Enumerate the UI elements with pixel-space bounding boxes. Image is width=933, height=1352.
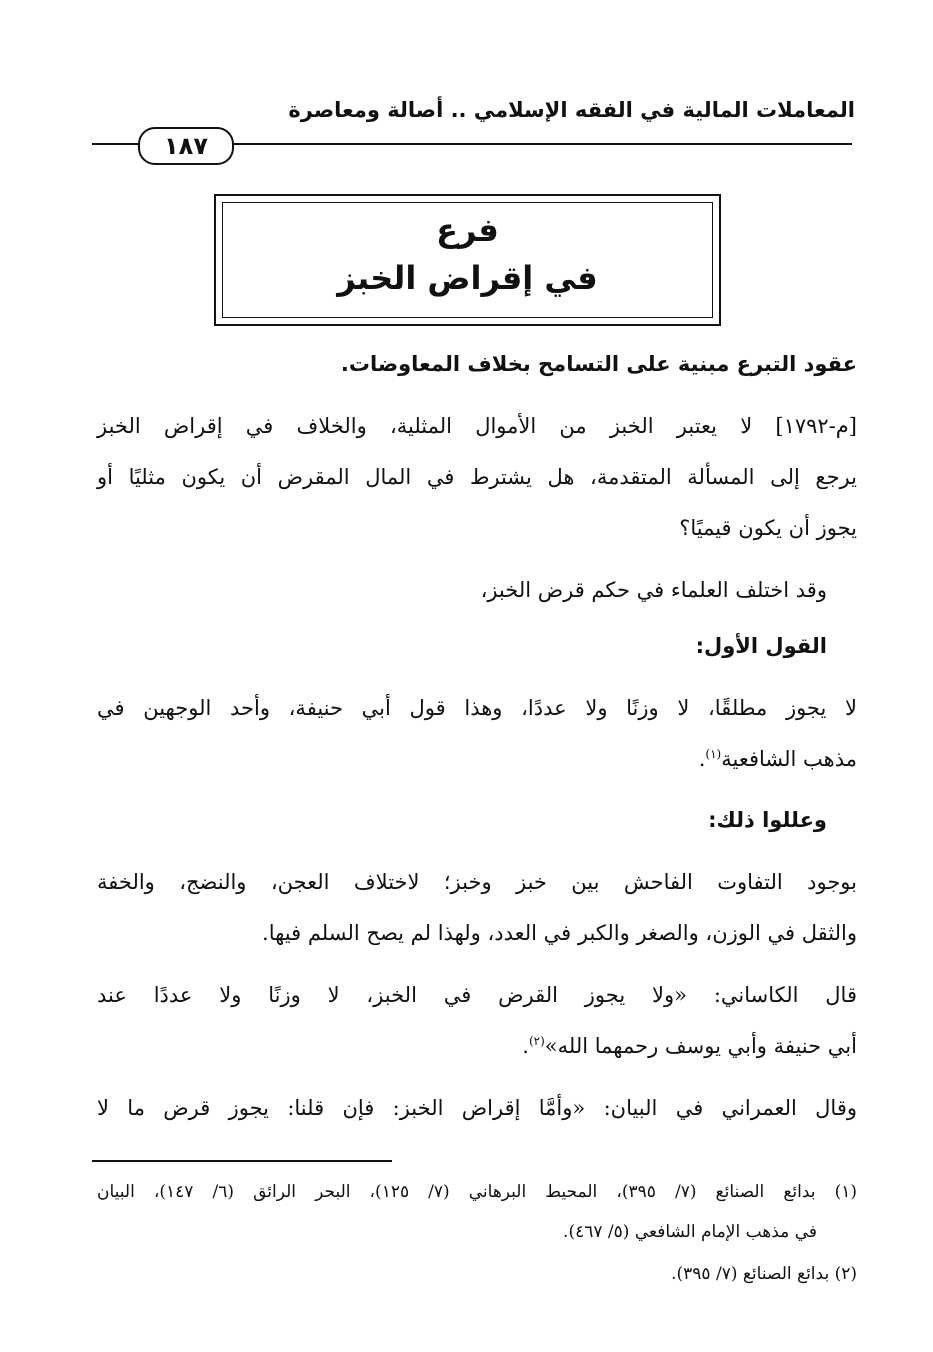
para3-end: . <box>698 747 706 771</box>
heading-first-opinion: القول الأول: <box>695 634 827 658</box>
para5-line1: قال الكاساني: «ولا يجوز القرض في الخبز، لا وزنًا ولا عددًا عند <box>97 983 857 1007</box>
para3-line2: مذهب الشافعية <box>721 747 857 771</box>
para3-line2-wrap <box>97 747 857 771</box>
para5-line2: أبي حنيفة وأبي يوسف رحمهما الله» <box>544 1034 857 1058</box>
para4-line1: بوجود التفاوت الفاحش بين خبز وخبز؛ لاختلاف العجن، والنضج، والخفة <box>97 870 857 894</box>
footnote-rule <box>92 1160 392 1162</box>
footnote-ref-2: (٢) <box>528 1034 545 1048</box>
para4-line2: والثقل في الوزن، والصغر والكبر في العدد، ولهذا لم يصح السلم فيها. <box>262 921 857 945</box>
para1-line1: [م-١٧٩٢] لا يعتبر الخبز من الأموال المثلية، والخلاف في إقراض الخبز <box>97 414 857 438</box>
para3-line1: لا يجوز مطلقًا، لا وزنًا ولا عددًا، وهذا قول أبي حنيفة، وأحد الوجهين في <box>97 696 857 720</box>
footnote-ref-1: (١) <box>705 747 722 761</box>
heading-reasoning: وعللوا ذلك: <box>708 808 827 832</box>
section-title-line2: في إقراض الخبز <box>337 259 598 297</box>
para5-end: . <box>522 1034 529 1058</box>
para5-line2-wrap <box>97 1034 857 1058</box>
footnote-1-line2: في مذهب الإمام الشافعي (٥/ ٤٦٧). <box>563 1222 817 1242</box>
para6-line1: وقال العمراني في البيان: «وأمَّا إقراض الخبز: فإن قلنا: يجوز قرض ما لا <box>97 1096 857 1120</box>
para1-line2: يرجع إلى المسألة المتقدمة، هل يشترط في المال المقرض أن يكون مثليًا أو <box>97 465 857 489</box>
running-title: المعاملات المالية في الفقه الإسلامي .. أصالة ومعاصرة <box>288 98 855 122</box>
footnote-1-line1: (١) بدائع الصنائع (٧/ ٣٩٥)، المحيط البرهاني (٧/ ١٢٥)، البحر الرائق (٦/ ١٤٧)، البيان <box>97 1182 857 1202</box>
intro-sentence: عقود التبرع مبنية على التسامح بخلاف المعاوضات. <box>340 352 857 376</box>
section-title-inner-frame <box>222 202 713 318</box>
section-title-line1: فرع <box>436 211 499 249</box>
section-title-box <box>214 194 721 326</box>
footnote-2: (٢) بدائع الصنائع (٧/ ٣٩٥). <box>671 1264 857 1284</box>
para1-line3: يجوز أن يكون قيميًا؟ <box>679 516 857 540</box>
para2: وقد اختلف العلماء في حكم قرض الخبز، <box>480 578 827 602</box>
page-number: ١٨٧ <box>138 127 234 165</box>
